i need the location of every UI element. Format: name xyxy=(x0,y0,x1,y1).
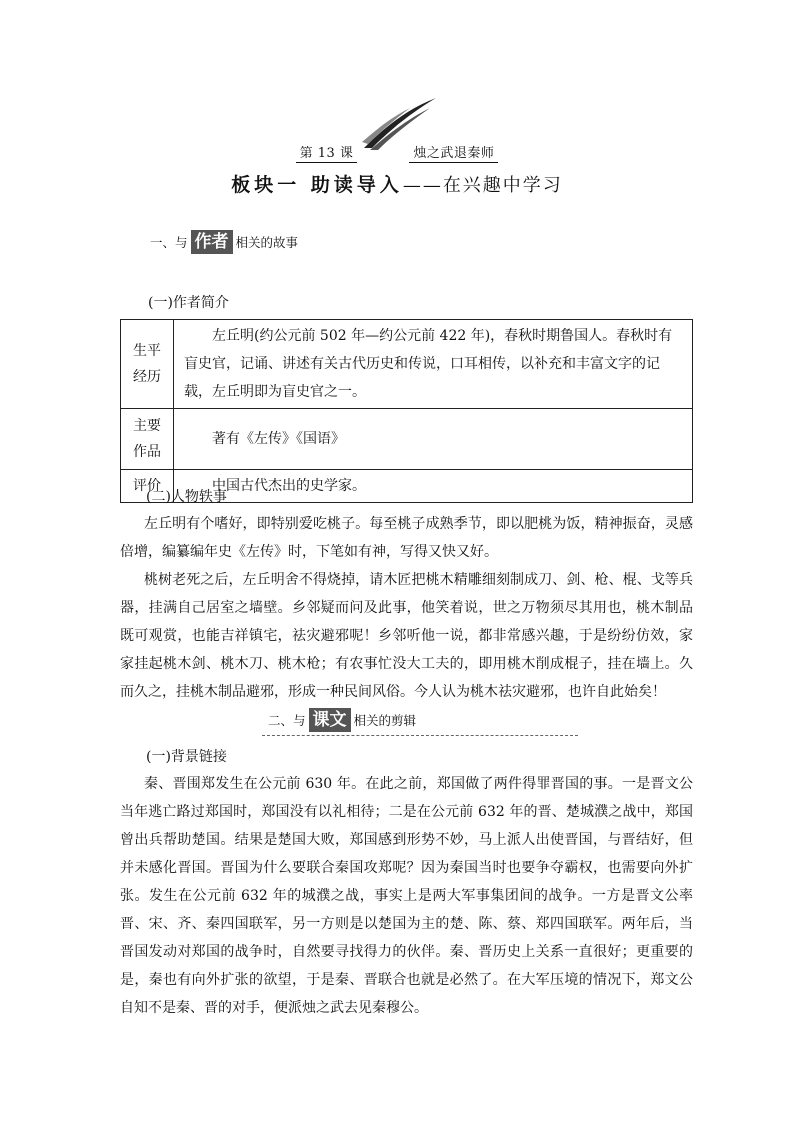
section-author-tag: 作者 xyxy=(191,230,233,254)
block-title-main: 板块一 助读导入 xyxy=(231,174,403,196)
table-key: 评价 xyxy=(121,470,174,503)
table-key-text: 主要作品 xyxy=(133,418,161,460)
section-text-heading xyxy=(268,708,416,732)
table-key xyxy=(121,409,174,470)
background-paragraph: 秦、晋围郑发生在公元前 630 年。在此之前，郑国做了两件得罪晋国的事。一是晋文公当年逃亡路过郑国时，郑国没有以礼相待；二是在公元前 632 年的晋、楚城濮之战中，郑国曾出兵帮助楚国。结果是楚国大败，郑国感到形势不妙，马上派人出使晋国，与晋结好，但并未感化晋国。晋国为什么要联合秦国攻郑呢？因为秦国当时也要争夺霸权，也需要向外扩张。发生在公元前 632 年的城濮之战，事实上是两大军事集团间的战争。一方是晋文公率晋、宋、齐、秦四国联军，另一方则是以楚国为主的楚、陈、蔡、郑四国联军。两年后，当晋国发动对郑国的战争时，自然要寻找得力的伙伴。秦、晋历史上关系一直很好；更重要的是，秦也有向外扩张的欲望，于是秦、晋联合也就是必然了。在大军压境的情况下，郑文公自知不是秦、晋的对手，便派烛之武去见秦穆公。 xyxy=(120,776,693,1016)
anecdote-paragraph: 左丘明有个嗜好，即特别爱吃桃子。每至桃子成熟季节，即以肥桃为饭，精神振奋，灵感倍增，编纂编年史《左传》时，下笔如有神，写得又快又好。 xyxy=(120,516,693,560)
section-text-suffix: 相关的剪辑 xyxy=(353,713,417,728)
table-value: 中国古代杰出的史学家。 xyxy=(174,470,693,503)
table-row xyxy=(121,320,693,409)
anecdote-paragraph: 桃树老死之后，左丘明舍不得烧掉，请木匠把桃木精雕细刻制成刀、剑、枪、棍、戈等兵器，挂满自己居室之墙壁。乡邻疑而问及此事，他笑着说，世之万物须尽其用也，桃木制品既可观赏，也能吉祥镇宅，祛灾避邪呢！乡邻听他一说，都非常感兴趣，于是纷纷仿效，家家挂起桃木剑、桃木刀、桃木枪；有农事忙没大工夫的，即用桃木削成棍子，挂在墙上。久而久之，挂桃木制品避邪，形成一种民间风俗。今人认为桃木祛灾避邪，也许自此始矣！ xyxy=(120,572,693,700)
table-value: 左丘明(约公元前 502 年—约公元前 422 年)，春秋时期鲁国人。春秋时有盲史官，记诵、讲述有关古代历史和传说，口耳相传，以补充和丰富文字的记载，左丘明即为盲史官之一。 xyxy=(174,320,693,409)
lesson-number: 第 13 课 xyxy=(296,142,358,163)
section-text-tag: 课文 xyxy=(309,708,351,732)
section-author-suffix: 相关的故事 xyxy=(235,235,299,250)
block-title-subtitle: ——在兴趣中学习 xyxy=(402,175,563,196)
background-title: (一)背景链接 xyxy=(146,749,227,765)
block-title xyxy=(0,170,794,197)
anecdote-title: (二)人物轶事 xyxy=(146,489,227,505)
table-key xyxy=(121,320,174,409)
section-author-prefix: 一、与 xyxy=(150,235,188,250)
author-info-table xyxy=(120,319,693,503)
table-key-text: 生平经历 xyxy=(133,343,161,385)
table-row xyxy=(121,409,693,470)
lesson-title: 烛之武退秦师 xyxy=(409,142,498,163)
author-intro-title: (一)作者简介 xyxy=(148,295,229,311)
section-divider xyxy=(262,735,578,736)
lesson-header xyxy=(0,142,794,163)
section-author-heading xyxy=(150,230,298,254)
table-value: 著有《左传》《国语》 xyxy=(174,409,693,470)
section-text-prefix: 二、与 xyxy=(268,713,306,728)
